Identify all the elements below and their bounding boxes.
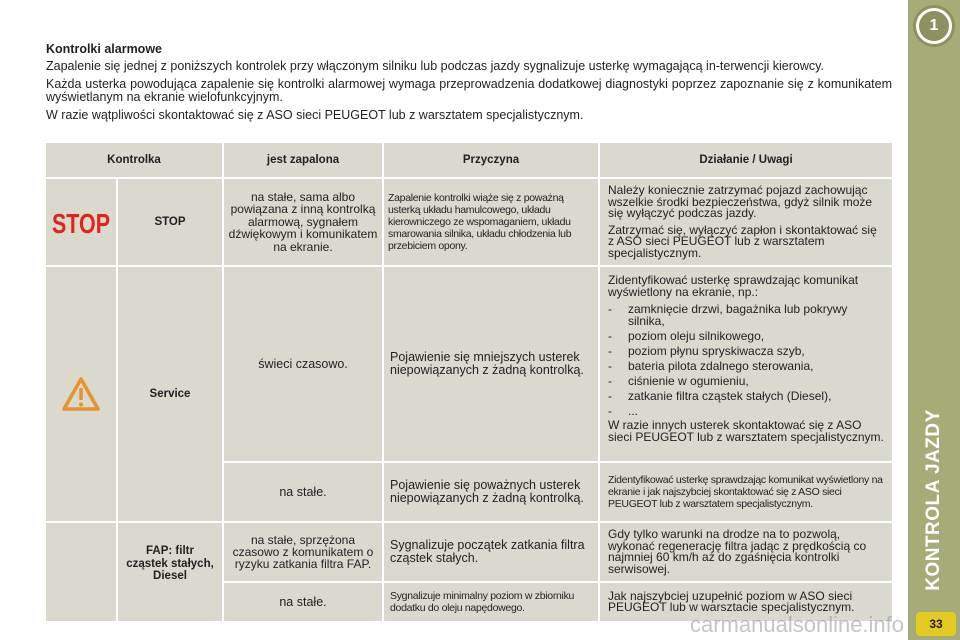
section-title: Kontrolki alarmowe: [46, 42, 162, 56]
row-separator: [224, 581, 892, 583]
service-row1-cause: Pojawienie się mniejszych usterek niepowiązanych z żadną kontrolką.: [384, 267, 598, 461]
stop-cause: Zapalenie kontrolki wiąże się z poważną usterką układu hamulcowego, układu kierowniczego ze wspomaganiem, układu smarowania silnika, układu chłodzenia lub przebiciem opony.: [384, 179, 598, 265]
service-action-item: - ...: [608, 405, 886, 417]
fap-row1-cause: Sygnalizuje początek zatkania filtra cząstek stałych.: [384, 523, 598, 581]
chapter-number: 1: [919, 11, 949, 41]
service-row2-state: na stałe.: [224, 463, 382, 521]
column-separator: [382, 143, 384, 621]
stop-icon-cell: [46, 179, 116, 265]
stop-action-2: Zatrzymać się, wyłączyć zapłon i skontaktować się z ASO sieci PEUGEOT lub z warsztatem specjalistycznym.: [608, 222, 877, 260]
intro-paragraph-2: Każda usterka powodująca zapalenie się kontrolki alarmowej wymaga przeprowadzenia dodatkowej diagnostyki poprzez zapoznanie się z komunikatem wyświetlanym na ekranie wielofunkcyjnym.: [46, 76, 892, 104]
service-row1-state: świeci czasowo.: [224, 267, 382, 461]
service-action-item: - ciśnienie w ogumieniu,: [608, 375, 886, 387]
intro-paragraph-3: W razie wątpliwości skontaktować się z ASO sieci PEUGEOT lub z warsztatem specjalistycznym.: [46, 107, 584, 122]
fap-icon-cell: [46, 523, 116, 621]
row-separator: [46, 177, 892, 179]
fap-row2-state: na stałe.: [224, 583, 382, 621]
stop-state: na stałe, sama albo powiązana z inną kontrolką alarmową, sygnałem dźwiękowym i komunikatem na ekranie.: [224, 179, 382, 265]
service-name: Service: [118, 267, 222, 521]
service-action-item: - bateria pilota zdalnego sterowania,: [608, 360, 886, 372]
header-dzialanie: Działanie / Uwagi: [600, 143, 892, 177]
service-action-item: - zatkanie filtra cząstek stałych (Diesel),: [608, 390, 886, 402]
row-separator: [46, 521, 892, 523]
service-icon-cell: [46, 267, 116, 521]
column-separator: [222, 143, 224, 621]
stop-action: [600, 179, 892, 265]
stop-icon-text: STOP: [52, 208, 110, 239]
header-jest-zapalona: jest zapalona: [224, 143, 382, 177]
service-action-intro: Zidentyfikować usterkę sprawdzając komunikat wyświetlony na ekranie, np.:: [608, 273, 859, 299]
service-action-list: [608, 303, 886, 417]
intro-paragraph-1: Zapalenie się jednej z poniższych kontrolek przy włączonym silniku lub podczas jazdy sygnalizuje usterkę wymagającą in-terwencji kierowcy.: [46, 59, 824, 73]
page-number: 33: [916, 612, 956, 636]
row-separator: [46, 265, 892, 267]
service-action-item: - poziom płynu spryskiwacza szyb,: [608, 345, 886, 357]
column-separator: [598, 143, 600, 621]
warning-lights-table: [46, 143, 892, 621]
service-row2-action: Zidentyfikować usterkę sprawdzając komunikat wyświetlony na ekranie i jak najszybciej skontaktować się z ASO sieci PEUGEOT lub z warsztatem specjalistycznym.: [600, 463, 892, 521]
service-row1-action: [600, 267, 892, 461]
watermark-text: carmanualsonline.info: [690, 612, 905, 637]
fap-row2-cause: Sygnalizuje minimalny poziom w zbiorniku dodatku do oleju napędowego.: [384, 583, 598, 621]
service-action-item: - poziom oleju silnikowego,: [608, 330, 886, 342]
chapter-title: KONTROLA JAZDY: [923, 409, 944, 591]
fap-row1-state: na stałe, sprzężona czasowo z komunikatem o ryzyku zatkania filtra FAP.: [224, 523, 382, 581]
header-kontrolka: Kontrolka: [46, 143, 222, 177]
warning-triangle-icon: [61, 376, 101, 412]
fap-row1-action: Gdy tylko warunki na drodze na to pozwolą, wykonać regenerację filtra jadąc z prędkością co najmniej 60 km/h aż do zgaśnięcia kontrolki serwisowej.: [600, 523, 892, 581]
stop-icon: [50, 205, 112, 239]
service-action-item: - zamknięcie drzwi, bagażnika lub pokrywy silnika,: [608, 303, 886, 327]
fap-row2-action: Jak najszybciej uzupełnić poziom w ASO sieci PEUGEOT lub w warsztacie specjalistycznym.: [600, 583, 892, 621]
fap-name: FAP: filtr cząstek stałych, Diesel: [118, 523, 222, 621]
stop-action-1: Należy koniecznie zatrzymać pojazd zachowując wszelkie środki bezpieczeństwa, gdyż silnik może się wyłączyć podczas jazdy.: [608, 183, 873, 220]
stop-name: STOP: [118, 179, 222, 265]
service-action-outro: W razie innych usterek skontaktować się z ASO sieci PEUGEOT lub z warsztatem specjalistycznym.: [608, 418, 884, 444]
header-przyczyna: Przyczyna: [384, 143, 598, 177]
intro-section: [46, 42, 892, 126]
column-separator: [116, 177, 118, 621]
row-separator: [224, 461, 892, 463]
chapter-badge: [913, 5, 955, 47]
service-row2-cause: Pojawienie się poważnych usterek niepowiązanych z żadną kontrolką.: [384, 463, 598, 521]
